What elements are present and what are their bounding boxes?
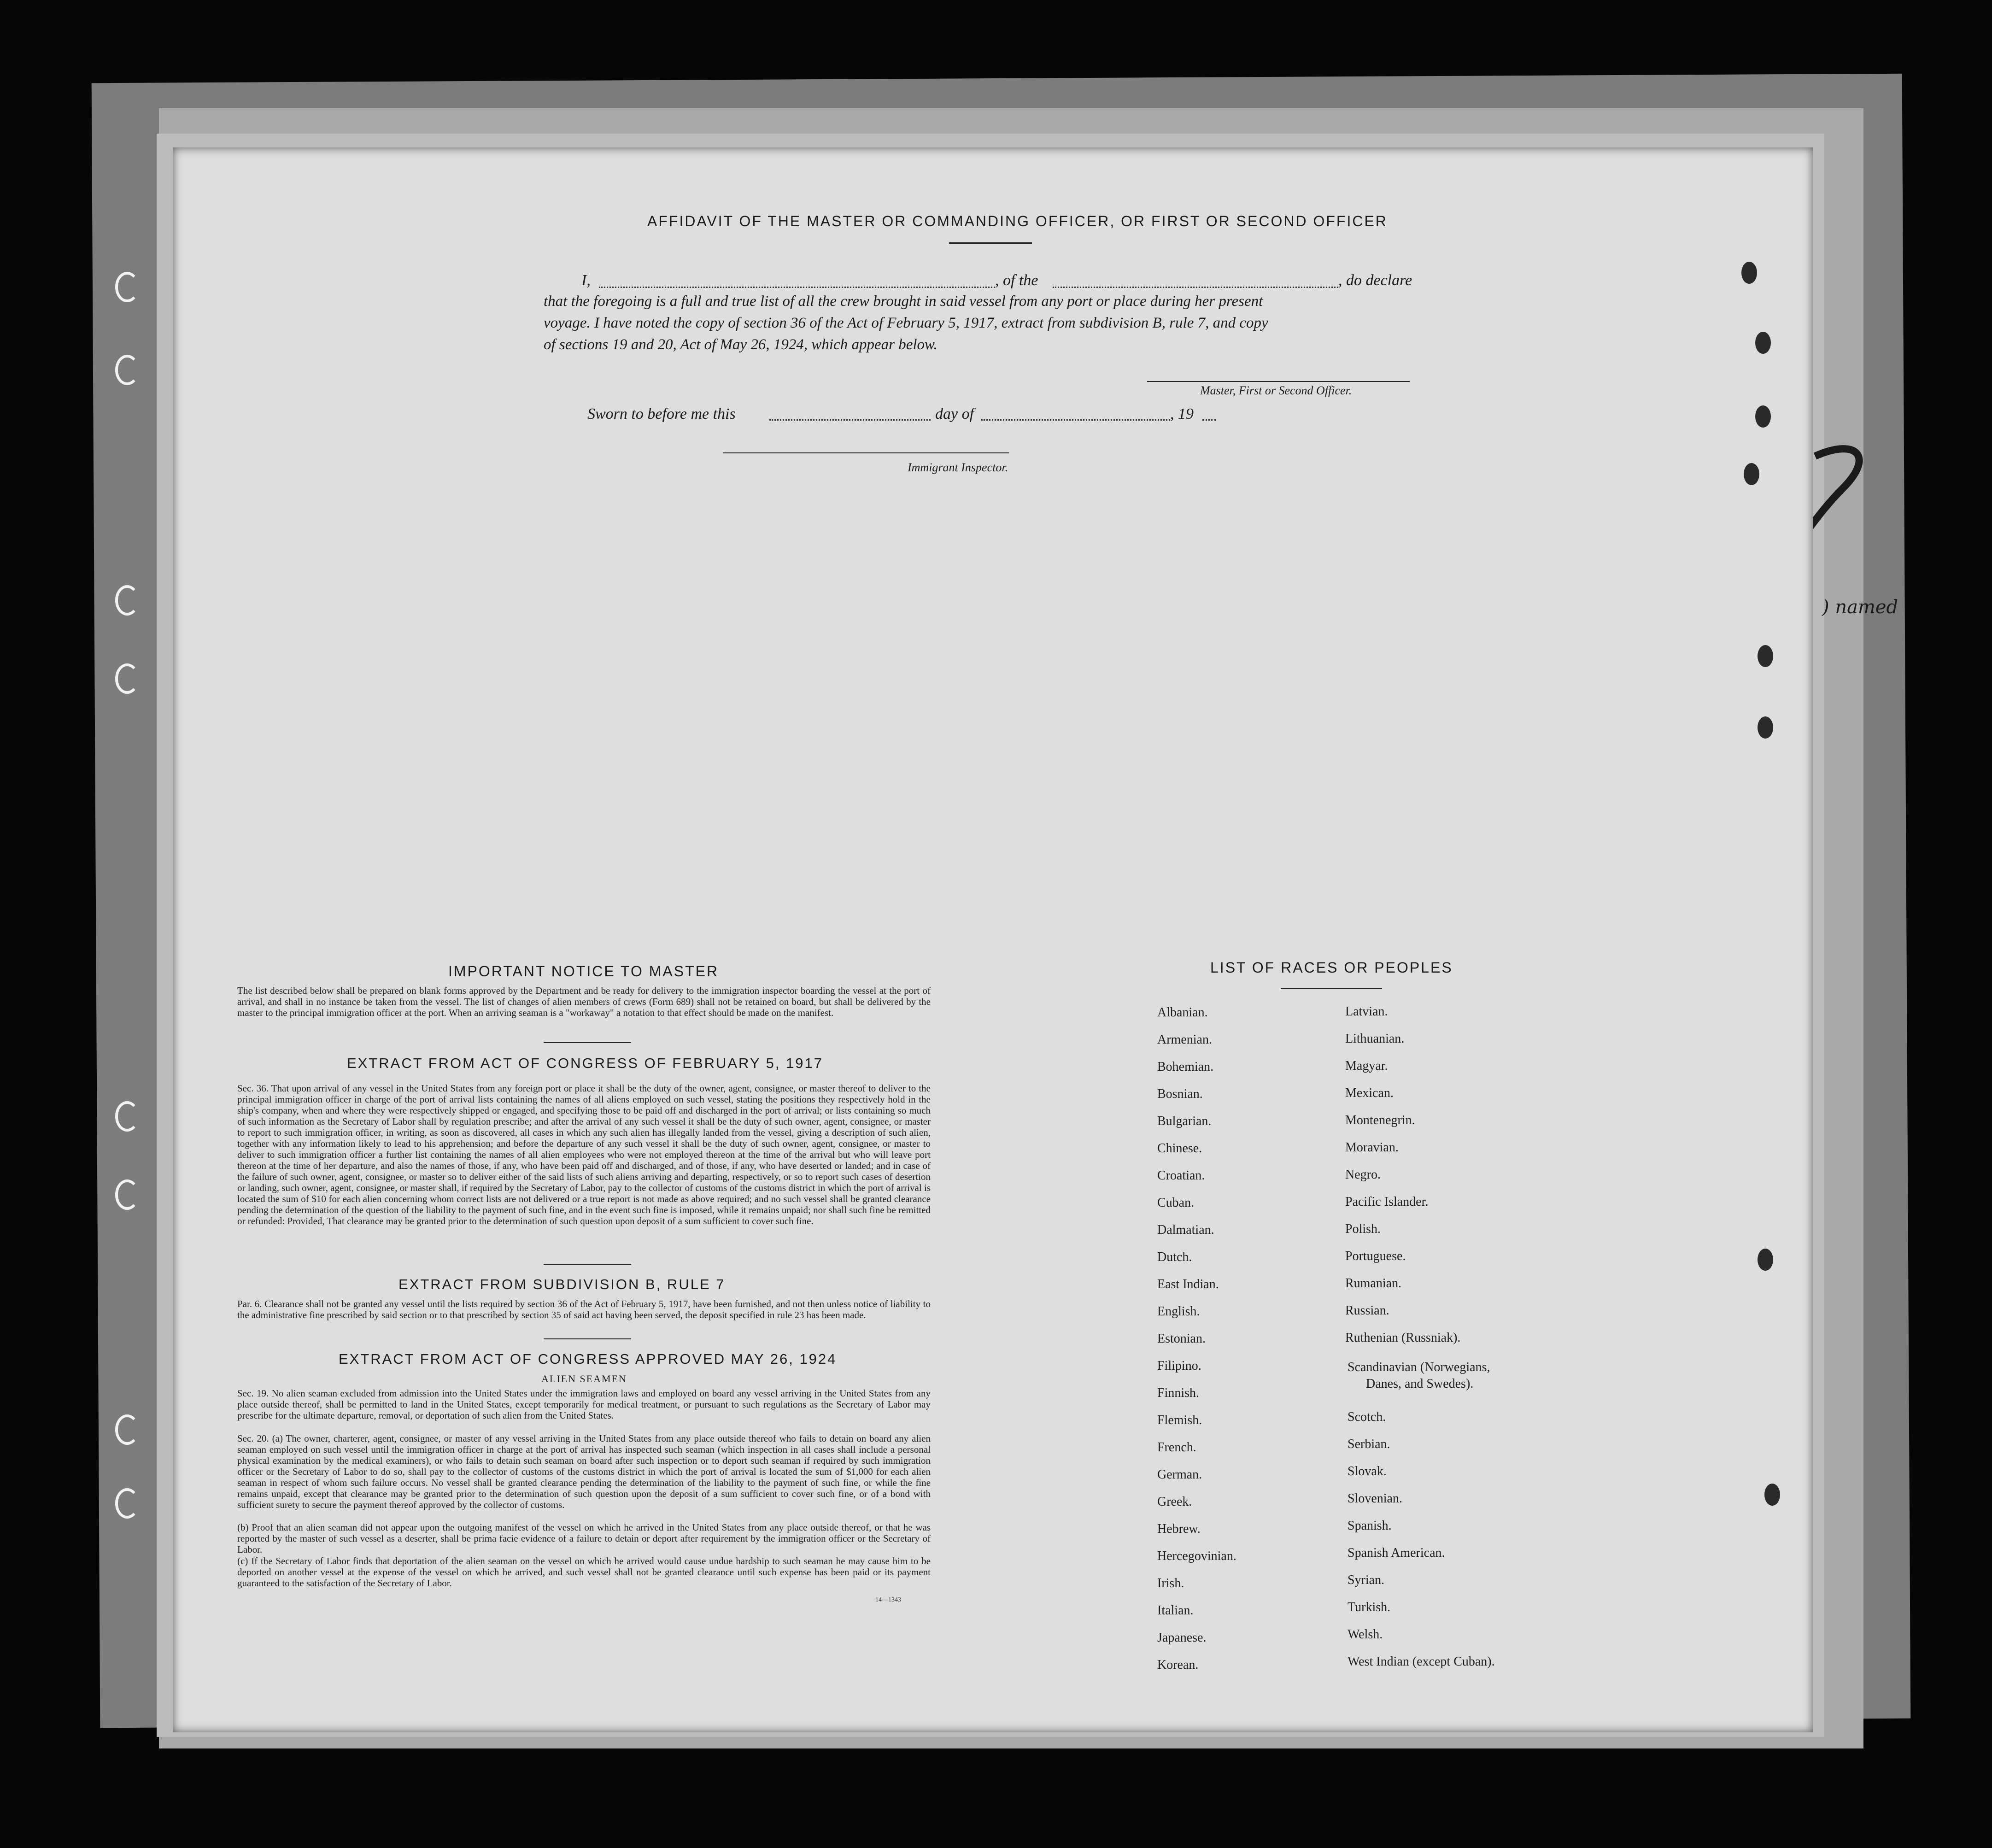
race-item: Pacific Islander. [1345, 1195, 1429, 1209]
rule7-title: EXTRACT FROM SUBDIVISION B, RULE 7 [398, 1276, 726, 1292]
race-item: Spanish American. [1348, 1546, 1445, 1560]
race-item: Negro. [1345, 1167, 1381, 1182]
day-blank [769, 419, 931, 421]
affidavit-declare: , do declare [1338, 272, 1412, 289]
race-item: Welsh. [1348, 1627, 1383, 1642]
race-item: Flemish. [1157, 1413, 1202, 1427]
race-item: English. [1157, 1304, 1200, 1319]
race-item: Bohemian. [1157, 1060, 1214, 1074]
name-blank [599, 287, 995, 288]
master-signature-line [1147, 381, 1410, 382]
extract-1924-title: EXTRACT FROM ACT OF CONGRESS APPROVED MAY 26, 1924 [339, 1351, 837, 1367]
year-label: , 19 [1170, 405, 1194, 422]
race-item: Moravian. [1345, 1140, 1399, 1155]
master-signature-caption: Master, First or Second Officer. [1200, 384, 1352, 397]
section-rule [544, 1264, 631, 1265]
race-item: Slovak. [1348, 1464, 1387, 1478]
day-of-label: day of [935, 405, 974, 422]
punch-hole [1758, 716, 1773, 739]
race-item: Latvian. [1345, 1004, 1388, 1019]
race-item: Magyar. [1345, 1059, 1388, 1073]
race-item: Turkish. [1348, 1600, 1391, 1614]
race-item: Irish. [1157, 1576, 1184, 1590]
title-rule [949, 242, 1032, 244]
race-item: Mexican. [1345, 1086, 1394, 1100]
race-item: Russian. [1345, 1303, 1389, 1318]
binder-hole [115, 585, 139, 616]
race-item: Bosnian. [1157, 1087, 1203, 1101]
race-item: Rumanian. [1345, 1276, 1402, 1291]
sec20b-text: (b) Proof that an alien seaman did not appear upon the outgoing manifest of the vessel on which he arrived in the United States from any place outside thereof, or that he was reported by the master of such vessel as a deserter, shall be prima facie evidence of a failure to detain or deport after requirement by the immigration officer or the Secretary of Labor. [237, 1522, 931, 1555]
race-item: West Indian (except Cuban). [1348, 1654, 1495, 1669]
race-item: Portuguese. [1345, 1249, 1406, 1263]
race-item: Spanish. [1348, 1519, 1392, 1533]
punch-hole [1741, 262, 1757, 284]
race-item: Japanese. [1157, 1631, 1207, 1645]
race-item: Dutch. [1157, 1250, 1192, 1264]
race-item: Slovenian. [1348, 1491, 1402, 1506]
sworn-label: Sworn to before me this [587, 405, 736, 422]
binder-hole [115, 1414, 139, 1445]
binder-hole [115, 663, 139, 694]
race-item: Dalmatian. [1157, 1223, 1214, 1237]
sec20c-text: (c) If the Secretary of Labor finds that deportation of the alien seaman on the vessel on which he arrived would cause undue hardship to such seaman he may cause him to be deported on another vessel at the expense of the vessel on which he arrived, and such vessel shall not be granted clearance until such expense has been paid or its payment guaranteed to the satisfaction of the Secretary of Labor. [237, 1555, 931, 1589]
affidavit-of-the: , of the [995, 272, 1038, 289]
notice-title: IMPORTANT NOTICE TO MASTER [448, 963, 719, 980]
race-item: German. [1157, 1467, 1202, 1482]
binder-hole [115, 272, 139, 302]
race-item: East Indian. [1157, 1277, 1219, 1291]
punch-hole [1744, 463, 1759, 485]
form-number: 14—1343 [875, 1596, 901, 1603]
affidavit-i: I, [581, 272, 591, 289]
rule7-text: Par. 6. Clearance shall not be granted any vessel until the lists required by section 36 of the Act of February 5, 1917, have been furnished, and not then unless notice of liability to the administrative fine prescribed by said section or to that prescribed by section 35 of said act having been served, the deposit specified in rule 23 has been made. [237, 1298, 931, 1320]
race-item: Croatian. [1157, 1168, 1205, 1183]
section-rule [544, 1338, 631, 1339]
vessel-blank [1053, 287, 1338, 288]
race-item: Chinese. [1157, 1141, 1202, 1156]
race-item: Scandinavian (Norwegians, [1348, 1360, 1490, 1374]
race-item: Montenegrin. [1345, 1113, 1415, 1127]
section-rule [544, 1042, 631, 1043]
punch-hole [1755, 332, 1771, 354]
race-item: French. [1157, 1440, 1196, 1455]
race-item: Armenian. [1157, 1033, 1212, 1047]
race-item: Syrian. [1348, 1573, 1385, 1587]
margin-handwriting: ) named [1822, 597, 1898, 618]
inspector-signature-line [723, 452, 1009, 453]
month-blank [981, 419, 1170, 421]
races-title: LIST OF RACES OR PEOPLES [1210, 959, 1453, 976]
extract-1917-title: EXTRACT FROM ACT OF CONGRESS OF FEBRUARY 5, 1917 [347, 1055, 824, 1071]
binder-hole [115, 1179, 139, 1210]
race-item: Serbian. [1348, 1437, 1390, 1451]
punch-hole [1758, 1249, 1773, 1271]
binder-hole [115, 1101, 139, 1132]
affidavit-line-3: voyage. I have noted the copy of section 36 of the Act of February 5, 1917, extract from subdivision B, rule 7, and copy [544, 315, 1268, 331]
extract-1924-subtitle: ALIEN SEAMEN [541, 1373, 627, 1385]
affidavit-line-2: that the foregoing is a full and true list of all the crew brought in said vessel from any port or place during her present [544, 293, 1263, 310]
race-item: Greek. [1157, 1495, 1192, 1509]
notice-text: The list described below shall be prepared on blank forms approved by the Department and be ready for delivery to the immigration inspector boarding the vessel at the port of arrival, and shall in no instance be taken from the vessel. The list of changes of alien members of crews (Form 689) shall not be retained on board, but shall be delivered by the master to the principal immigration officer at the port. When an arriving seaman is a "workaway" a notation to that effect should be made on the manifest. [237, 985, 931, 1018]
race-item: Polish. [1345, 1222, 1381, 1236]
year-blank [1202, 419, 1216, 421]
race-item: Scotch. [1348, 1410, 1386, 1424]
race-item: Ruthenian (Russniak). [1345, 1331, 1461, 1345]
race-item: Italian. [1157, 1603, 1194, 1618]
race-item: Finnish. [1157, 1386, 1200, 1400]
race-item: Estonian. [1157, 1332, 1206, 1346]
extract-1917-text: Sec. 36. That upon arrival of any vessel in the United States from any foreign port or place it shall be the duty of the owner, agent, consignee, or master thereof to deliver to the principal immigration officer in charge of the port of arrival lists containing the names of all aliens employed on such vessel, stating the positions they respectively hold in the ship's company, when and where they were respectively shipped or engaged, and specifying those to be paid off and discharged in the port of arrival; or lists containing so much of such information as the Secretary of Labor shall by regulation prescribe; and after the arrival of any such vessel it shall be the duty of such owner, agent, consignee, or master to report to such immigration officer, in writing, as soon as discovered, all cases in which any such alien has illegally landed from the vessel, giving a description of such alien, together with any information likely to lead to his apprehension; and before the departure of any such vessel it shall be the duty of such owner, agent, consignee, or master to deliver to such immigration officer a further list containing the names of all alien employees who were not employed thereon at the time of the arrival but who will leave port thereon at the time of her departure, and also the names of those, if any, who have been paid off and discharged, and of those, if any, who have deserted or landed; and in case of the failure of such owner, agent, consignee, or master so to deliver either of the said lists of such aliens arriving and departing, respectively, or so to report such cases of desertion or landing, such owner, agent, consignee, or master shall, if required by the Secretary of Labor, pay to the collector of customs of the customs district in which the port of arrival is located the sum of $10 for each alien concerning whom correct lists are not delivered or a true report is not made as above required; and no such vessel shall be granted clearance pending the determination of the question of the liability to the payment of such fine, and in the event such fine is imposed, while it remains unpaid; nor shall such fine be remitted or refunded: Provided, That clearance may be granted prior to the determination of such question upon deposit of a sum sufficient to cover such fine. [237, 1083, 931, 1226]
races-rule [1281, 988, 1382, 989]
affidavit-title: AFFIDAVIT OF THE MASTER OR COMMANDING OFFICER, OR FIRST OR SECOND OFFICER [647, 213, 1388, 229]
affidavit-line-4: of sections 19 and 20, Act of May 26, 1924, which appear below. [544, 336, 937, 353]
race-item: Hercegovinian. [1157, 1549, 1236, 1563]
race-item: Cuban. [1157, 1196, 1195, 1210]
sec20a-text: Sec. 20. (a) The owner, charterer, agent, consignee, or master of any vessel arriving in the United States from any place outside thereof who fails to detain on board any alien seaman employed on such vessel until the immigration officer in charge at the port of arrival has inspected such seaman (which inspection in all cases shall include a personal physical examination by the medical examiners), or who fails to detain such seaman on board after such inspection or to deport such seaman if required by such immigration officer or the Secretary of Labor to do so, shall pay to the collector of customs of the customs district in which the port of arrival is located the sum of $1,000 for each alien seaman in respect of whom such failure occurs. No vessel shall be granted clearance pending the determination of the liability to the payment of such fine, or while the fine remains unpaid, except that clearance may be granted prior to the determination of such question upon the deposit of a sum sufficient to cover such fine, or of a bond with sufficient surety to secure the payment thereof approved by the collector of customs. [237, 1433, 931, 1510]
race-item: Bulgarian. [1157, 1114, 1212, 1128]
binder-hole [115, 1488, 139, 1519]
race-item: Lithuanian. [1345, 1032, 1405, 1046]
sec19-text: Sec. 19. No alien seaman excluded from admission into the United States under the immigration laws and employed on board any vessel arriving in the United States from any place outside thereof, shall be permitted to land in the United States, except temporarily for medical treatment, or pursuant to such regulations as the Secretary of Labor may prescribe for the ultimate departure, removal, or deportation of such alien from the United States. [237, 1388, 931, 1421]
race-item: Danes, and Swedes). [1366, 1377, 1474, 1391]
binder-hole [115, 355, 139, 385]
race-item: Albanian. [1157, 1005, 1208, 1020]
punch-hole [1758, 645, 1773, 667]
punch-hole [1755, 405, 1771, 428]
punch-hole [1764, 1484, 1780, 1506]
race-item: Hebrew. [1157, 1522, 1201, 1536]
race-item: Filipino. [1157, 1359, 1201, 1373]
race-item: Korean. [1157, 1658, 1199, 1672]
inspector-caption: Immigrant Inspector. [908, 461, 1008, 474]
